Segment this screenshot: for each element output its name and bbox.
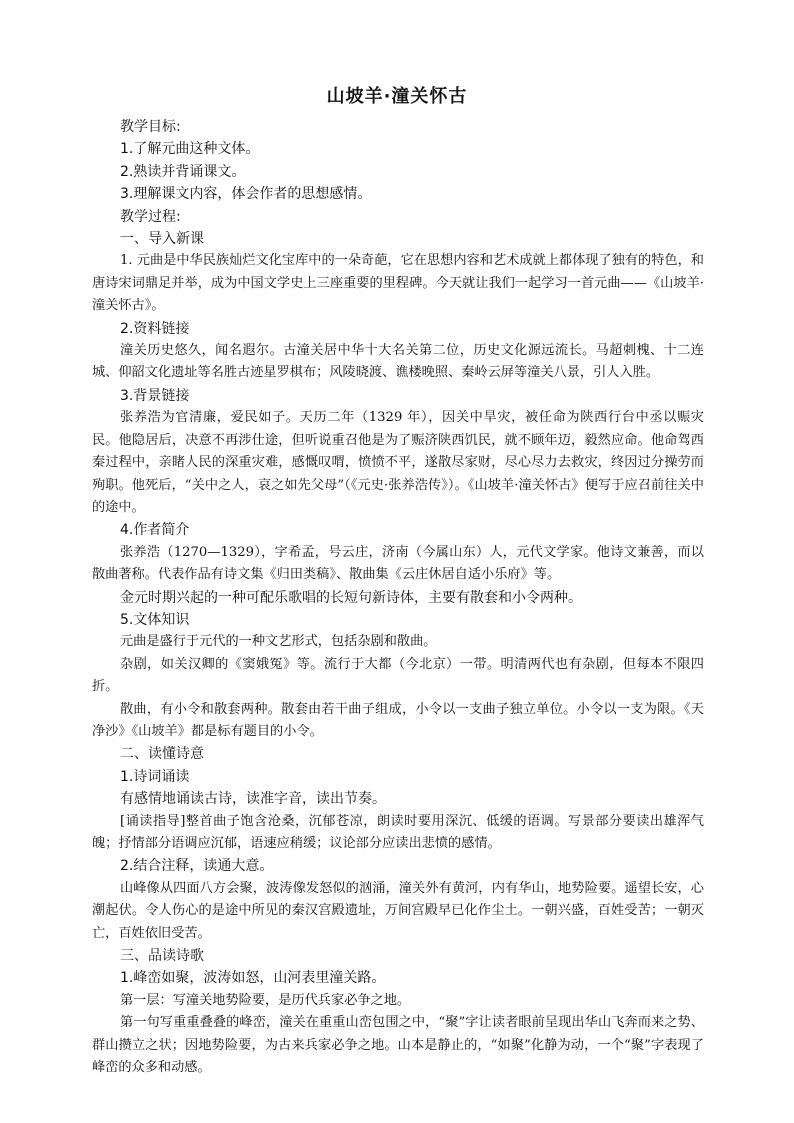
- page-title: 山坡羊·潼关怀古: [326, 86, 468, 107]
- analysis-paragraph: 第一句写重重叠叠的峰峦，潼关在重重山峦包围之中，“聚”字让读者眼前呈现出华山飞奔而来之势、群山攒立之状；因地势险要，为古来兵家必争之地。山本是静止的，“如聚”化静为动，一个“聚”字表现了峰峦的众多和动感。: [92, 1015, 704, 1076]
- subsection-heading: 5.文体知识: [120, 611, 190, 628]
- subsection-heading: 1.诗词诵读: [120, 768, 190, 785]
- info-paragraph: 潼关历史悠久，闻名遐尔。古潼关居中华十大名关第二位，历史文化源远流长。马超刺槐、十二连城、仰韶文化遗址等名胜古迹星罗棋布；风陵晓渡、谯楼晚照、秦岭云屏等潼关八景，引人入胜。: [92, 343, 704, 381]
- background-paragraph: 张养浩为官清廉，爱民如子。天历二年（1329 年），因关中旱灾，被任命为陕西行台中丞以赈灾民。他隐居后，决意不再涉仕途，但听说重召他是为了赈济陕西饥民，就不顾年迈，毅然应命。他命驾西秦过程中，亲睹人民的深重灾难，感慨叹喟，愤愤不平，遂散尽家财，尽心尽力去救灾，终因过分操劳而殉职。他死后，“关中之人，哀之如先父母”（《元史·张养浩传》）。《山坡羊·潼关怀古》便写于应召前往关中的途中。: [92, 410, 704, 515]
- document-body: [92, 116, 704, 1079]
- notes-paragraph: 山峰像从四面八方会聚，波涛像发怒似的汹涌，潼关外有黄河，内有华山，地势险要。遥望长安，心潮起伏。令人伤心的是途中所见的秦汉宫殿遗址，万间宫殿早已化作尘土。一朝兴盛，百姓受苦；一朝灭亡，百姓依旧受苦。: [92, 880, 704, 941]
- author-paragraph: 张养浩（1270—1329），字希孟，号云庄，济南（今属山东）人，元代文学家。他诗文兼善，而以散曲著称。代表作品有诗文集《归田类稿》、散曲集《云庄休居自适小乐府》等。: [92, 544, 704, 583]
- subsection-heading: 3.背景链接: [120, 387, 190, 404]
- section-heading: 三、品读诗歌: [120, 948, 204, 965]
- poem-line-heading: 1.峰峦如聚，波涛如怒，山河表里潼关路。: [120, 970, 386, 987]
- goal-item: 3.理解课文内容，体会作者的思想感情。: [120, 186, 372, 203]
- layer-paragraph: 第一层：写潼关地势险要，是历代兵家必争之地。: [120, 992, 411, 1008]
- subsection-heading: 2.资料链接: [120, 320, 190, 337]
- subsection-heading: 4.作者简介: [120, 522, 190, 539]
- goal-item: 1.了解元曲这种文体。: [120, 141, 260, 158]
- recite-text: 有感情地诵读古诗，读准字音，读出节奏。: [120, 791, 386, 808]
- goal-item: 2.熟读并背诵课文。: [120, 163, 246, 180]
- sanqu-definition: 金元时期兴起的一种可配乐歌唱的长短句新诗体，主要有散套和小令两种。: [120, 589, 582, 606]
- section-heading: 一、导入新课: [120, 231, 204, 248]
- section-heading: 二、读懂诗意: [120, 746, 204, 763]
- goals-heading: 教学目标:: [120, 119, 181, 135]
- intro-paragraph: 1. 元曲是中华民族灿烂文化宝库中的一朵奇葩，它在思想内容和艺术成就上都体现了独有的特色，和唐诗宋词鼎足并举，成为中国文学史上三座重要的里程碑。今天就让我们一起学习一首元曲——《山坡羊·潼关怀古》。: [92, 253, 704, 314]
- process-heading: 教学过程:: [120, 208, 181, 225]
- genre-paragraph: 散曲，有小令和散套两种。散套由若干曲子组成，小令以一支曲子独立单位。小令以一支为限。《天净沙》《山坡羊》都是标有题目的小令。: [92, 701, 704, 739]
- genre-paragraph: 杂剧，如关汉卿的《窦娥冤》等。流行于大都（今北京）一带。明清两代也有杂剧，但每本不限四折。: [92, 656, 704, 695]
- guide-paragraph: [诵读指导]整首曲子饱含沧桑，沉郁苍凉，朗读时要用深沉、低缓的语调。写景部分要读出雄浑气魄；抒情部分语调应沉郁，语速应稍缓；议论部分应读出悲愤的感情。: [92, 813, 704, 851]
- genre-paragraph: 元曲是盛行于元代的一种文艺形式，包括杂剧和散曲。: [120, 634, 437, 650]
- subsection-heading: 2.结合注释，读通大意。: [120, 858, 274, 875]
